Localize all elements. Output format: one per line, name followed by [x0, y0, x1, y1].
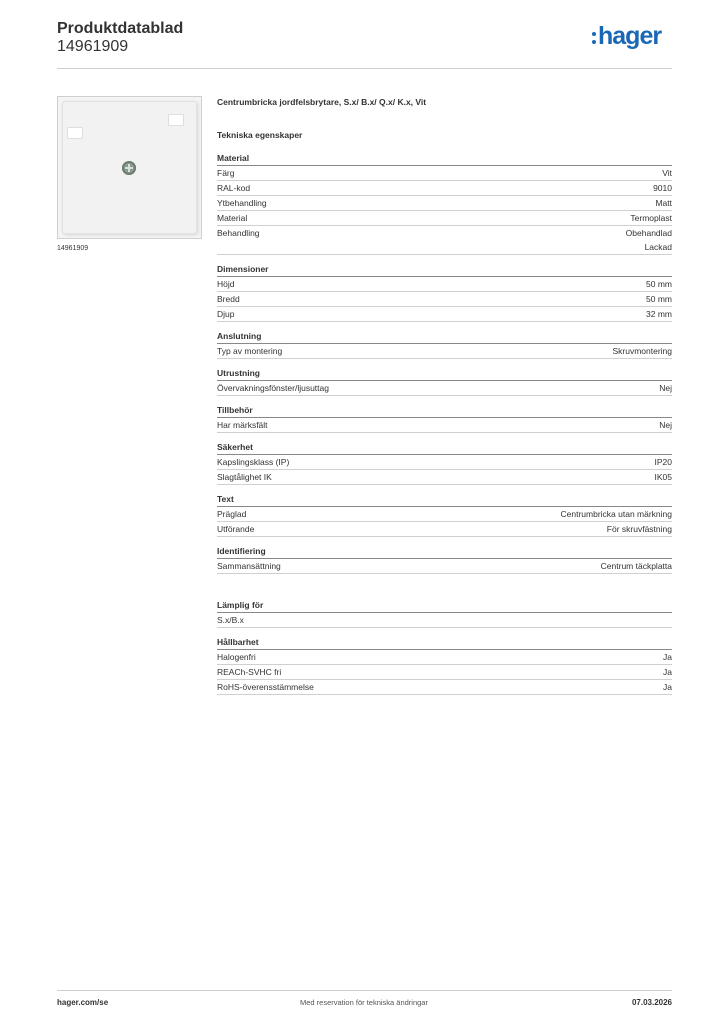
footer-divider	[57, 990, 672, 991]
spec-section	[217, 404, 672, 433]
section-title: Tillbehör	[217, 404, 672, 418]
section-title: Hållbarhet	[217, 636, 672, 650]
spec-value: 50 mm	[646, 279, 672, 289]
footer-disclaimer: Med reservation för tekniska ändringar	[300, 998, 428, 1007]
spec-row	[217, 344, 672, 359]
spec-row	[217, 292, 672, 307]
spec-row	[217, 166, 672, 181]
section-title: Lämplig för	[217, 599, 672, 613]
header-divider	[57, 68, 672, 69]
section-title: Material	[217, 152, 672, 166]
spec-label: Övervakningsfönster/ljusuttag	[217, 383, 329, 393]
spec-label: Slagtålighet IK	[217, 472, 272, 482]
spec-row	[217, 307, 672, 322]
spec-label: Sammansättning	[217, 561, 281, 571]
spec-row	[217, 196, 672, 211]
spec-value: Centrum täckplatta	[600, 561, 672, 571]
spec-label: Kapslingsklass (IP)	[217, 457, 290, 467]
spec-label: Halogenfri	[217, 652, 256, 662]
spec-row	[217, 211, 672, 226]
spec-label: Höjd	[217, 279, 235, 289]
spec-label: Har märksfält	[217, 420, 268, 430]
spec-label: Material	[217, 213, 248, 223]
image-caption: 14961909	[57, 245, 89, 252]
spec-label: Behandling	[217, 228, 260, 238]
spec-row	[217, 507, 672, 522]
section-title: Utrustning	[217, 367, 672, 381]
spec-value: IK05	[654, 472, 672, 482]
spec-label: Bredd	[217, 294, 240, 304]
spec-value: Skruvmontering	[612, 346, 672, 356]
spec-label: Djup	[217, 309, 235, 319]
spec-value: Termoplast	[630, 213, 672, 223]
spec-value: 50 mm	[646, 294, 672, 304]
spec-label: RAL-kod	[217, 183, 251, 193]
spec-label: Ytbehandling	[217, 198, 267, 208]
cover-plate-image	[62, 101, 197, 234]
spec-value: Vit	[662, 168, 672, 178]
spec-value: 9010	[653, 183, 672, 193]
spec-value: Ja	[663, 682, 672, 692]
spec-section	[217, 441, 672, 485]
spec-value: För skruvfästning	[606, 524, 672, 534]
spec-section	[217, 367, 672, 396]
spec-value: Ja	[663, 667, 672, 677]
spec-row	[217, 470, 672, 485]
spec-label: Typ av montering	[217, 346, 283, 356]
spec-label: Präglad	[217, 509, 247, 519]
spec-value: Obehandlad Lackad	[625, 228, 672, 252]
spec-section	[217, 330, 672, 359]
spec-value: Matt	[655, 198, 672, 208]
spec-row	[217, 418, 672, 433]
spec-row	[217, 455, 672, 470]
logo-dot-icon	[592, 40, 596, 44]
spec-row	[217, 680, 672, 695]
section-title: Text	[217, 493, 672, 507]
spec-sheet	[217, 96, 672, 695]
spec-row	[217, 181, 672, 196]
spec-row	[217, 665, 672, 680]
spec-label: REACh-SVHC fri	[217, 667, 282, 677]
page-title: Produktdatablad	[57, 20, 184, 37]
spec-section	[217, 263, 672, 322]
product-title: Centrumbricka jordfelsbrytare, S.x/ B.x/ Q.x/ K.x, Vit	[217, 97, 427, 107]
spec-value: 32 mm	[646, 309, 672, 319]
spec-value: IP20	[654, 457, 672, 467]
spec-label: RoHS-överensstämmelse	[217, 682, 314, 692]
plate-slot-icon	[67, 127, 83, 139]
spec-section	[217, 636, 672, 695]
spec-label: Utförande	[217, 524, 255, 534]
footer-website-link[interactable]: hager.com/se	[57, 998, 109, 1007]
section-title: Dimensioner	[217, 263, 672, 277]
spec-section	[217, 493, 672, 537]
logo-wordmark: hager	[598, 22, 662, 50]
spec-value: Nej	[659, 420, 672, 430]
footer-date: 07.03.2026	[631, 998, 672, 1007]
spec-row	[217, 650, 672, 665]
product-number: 14961909	[57, 38, 129, 55]
spec-row	[217, 522, 672, 537]
spec-label: Färg	[217, 168, 235, 178]
spec-value: Nej	[659, 383, 672, 393]
section-title: Identifiering	[217, 545, 672, 559]
section-title: Anslutning	[217, 330, 672, 344]
spec-section	[217, 152, 672, 255]
screw-icon	[122, 161, 136, 175]
spec-value: Ja	[663, 652, 672, 662]
spec-row	[217, 559, 672, 574]
spec-row	[217, 381, 672, 396]
spec-label: S.x/B.x	[217, 615, 244, 625]
spec-row	[217, 226, 672, 255]
spec-section	[217, 545, 672, 574]
spec-value: Centrumbricka utan märkning	[560, 509, 672, 519]
plate-slot-icon	[168, 114, 184, 126]
spec-row	[217, 277, 672, 292]
product-image	[57, 96, 202, 239]
logo-dot-icon	[592, 32, 596, 36]
spec-sections	[217, 152, 672, 695]
section-title: Säkerhet	[217, 441, 672, 455]
tech-heading: Tekniska egenskaper	[217, 130, 303, 140]
spec-section	[217, 599, 672, 628]
spec-row	[217, 613, 672, 628]
